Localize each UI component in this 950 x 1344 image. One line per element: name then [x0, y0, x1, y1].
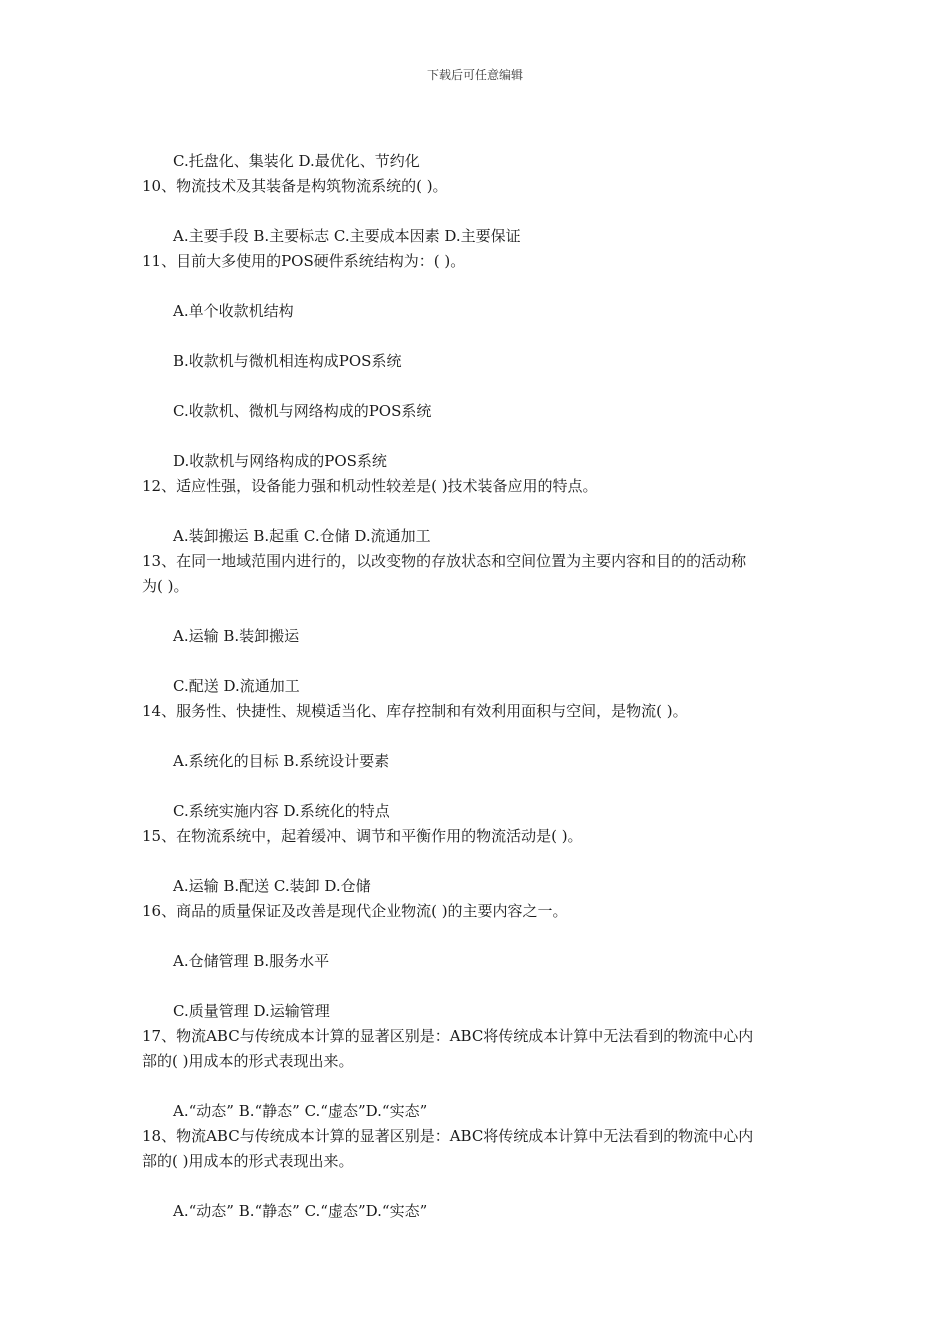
answer-options: C.收款机、微机与网络构成的POS系统 [173, 402, 432, 420]
answer-options: C.配送 D.流通加工 [173, 677, 300, 695]
answer-options: A.运输 B.配送 C.装卸 D.仓储 [173, 877, 371, 895]
answer-options: D.收款机与网络构成的POS系统 [173, 452, 387, 470]
answer-options: A.“动态” B.“静态” C.“虚态”D.“实态” [173, 1202, 428, 1220]
question-text: 15、在物流系统中，起着缓冲、调节和平衡作用的物流活动是( )。 [142, 827, 583, 845]
question-text: 18、物流ABC与传统成本计算的显著区别是：ABC将传统成本计算中无法看到的物流中心内 [142, 1127, 754, 1145]
question-text: 为( )。 [142, 577, 189, 595]
question-text: 16、商品的质量保证及改善是现代企业物流( )的主要内容之一。 [142, 902, 568, 920]
answer-options: A.运输 B.装卸搬运 [173, 627, 300, 645]
question-text: 部的( )用成本的形式表现出来。 [142, 1152, 354, 1170]
question-text: 11、目前大多使用的POS硬件系统结构为：( )。 [142, 252, 466, 270]
answer-options: C.质量管理 D.运输管理 [173, 1002, 330, 1020]
question-text: 17、物流ABC与传统成本计算的显著区别是：ABC将传统成本计算中无法看到的物流中心内 [142, 1027, 754, 1045]
answer-options: A.仓储管理 B.服务水平 [173, 952, 330, 970]
answer-options: A.系统化的目标 B.系统设计要素 [173, 752, 390, 770]
question-text: 13、在同一地域范围内进行的，以改变物的存放状态和空间位置为主要内容和目的的活动称 [142, 552, 747, 570]
page-header: 下载后可任意编辑 [426, 68, 523, 82]
answer-options: A.单个收款机结构 [173, 302, 294, 320]
question-text: 10、物流技术及其装备是构筑物流系统的( )。 [142, 177, 448, 195]
answer-options: C.系统实施内容 D.系统化的特点 [173, 802, 390, 820]
answer-options: A.“动态” B.“静态” C.“虚态”D.“实态” [173, 1102, 428, 1120]
question-text: 12、适应性强，设备能力强和机动性较差是( )技术装备应用的特点。 [142, 477, 598, 495]
question-text: 部的( )用成本的形式表现出来。 [142, 1052, 354, 1070]
answer-options: C.托盘化、集装化 D.最优化、节约化 [173, 152, 420, 170]
answer-options: A.主要手段 B.主要标志 C.主要成本因素 D.主要保证 [173, 227, 521, 245]
answer-options: B.收款机与微机相连构成POS系统 [173, 352, 402, 370]
question-text: 14、服务性、快捷性、规模适当化、库存控制和有效利用面积与空间，是物流( )。 [142, 702, 688, 720]
answer-options: A.装卸搬运 B.起重 C.仓储 D.流通加工 [173, 527, 431, 545]
